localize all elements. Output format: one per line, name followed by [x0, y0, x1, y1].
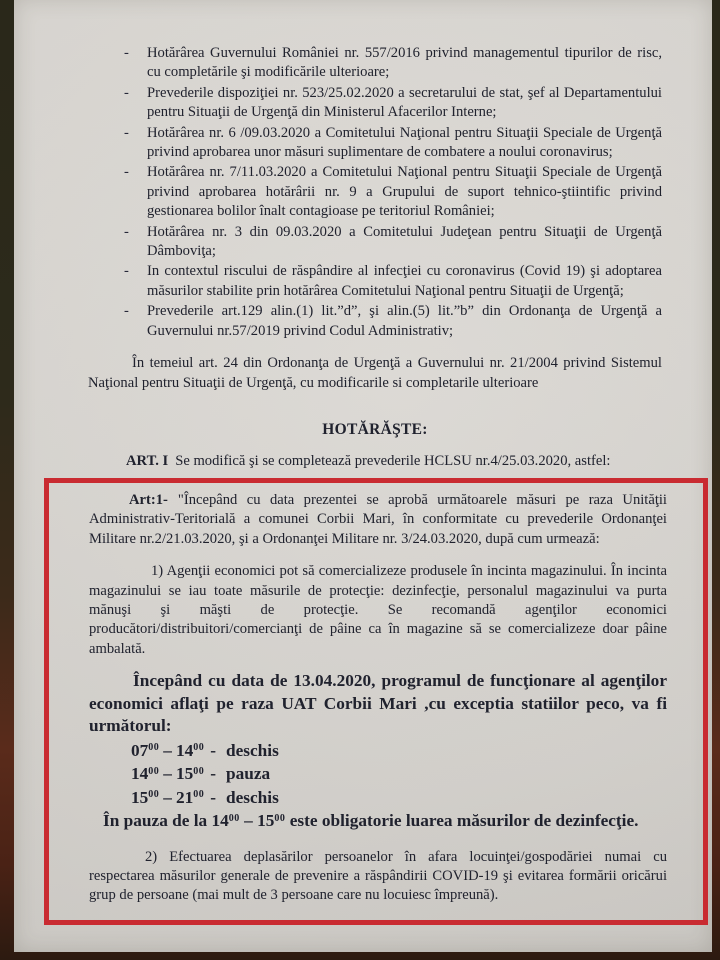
schedule-row [131, 787, 667, 809]
range-separator: – [163, 787, 172, 807]
range-separator: – [163, 740, 172, 760]
art-1-1-paragraph [89, 491, 667, 549]
time-to: 14 [175, 740, 194, 760]
list-item [124, 223, 662, 262]
time-from: 14 [131, 764, 149, 784]
article-1-line [88, 452, 662, 471]
list-item-text: Hotărârea nr. 7/11.03.2020 a Comitetului Naţional pentru Situaţii Speciale de Urgenţă privind aprobarea hotărârii nr. 9 a Grupului de suport tehnico-ştiintific privind gestionarea bolilor înalt contagioase pe teritoriul României; [147, 164, 662, 220]
list-item [124, 44, 662, 83]
dash-bullet: - [124, 45, 129, 61]
dash-bullet: - [124, 223, 129, 240]
time-from-superscript: 00 [148, 789, 160, 801]
measure-1-paragraph: 1) Agenţii economici pot să comercializeze produsele în incinta magazinului. În incinta magazinului se iau toate măsurile de protecţie: dezinfecţie, personalul magazinului va purta mănuşi şi măşti de protecţie. Se recomandă agenţilor economici producători/distribuitori/comercianţi de pâine ca în magazine să se comercializeze doar pâine ambalată. [89, 563, 667, 657]
time-from-superscript: 00 [228, 812, 240, 824]
list-item-text: Prevederile dispoziţiei nr. 523/25.02.2020 a secretarului de stat, şef al Departamentului pentru Situaţii de Urgenţă din Ministerul Afacerilor Interne; [147, 84, 662, 121]
time-to: 21 [175, 787, 194, 807]
art-1-1-label: Art:1- [129, 491, 168, 508]
reference-list [88, 44, 662, 341]
highlighted-region [44, 478, 708, 925]
list-item-text: Prevederile art.129 alin.(1) lit.”d”, şi alin.(5) lit.”b” din Ordonanţa de Urgenţă a Guvernului nr.57/2019 privind Codul Administrativ; [147, 303, 662, 339]
list-item-text: Hotărârea nr. 3 din 09.03.2020 a Comitetului Judeţean pentru Situaţii de Urgenţă Dâmboviţa; [147, 223, 662, 260]
dash-bullet: - [124, 84, 129, 101]
time-from: 14 [211, 811, 229, 831]
decision-heading: HOTĂRĂŞTE: [322, 420, 428, 438]
list-item [124, 124, 662, 163]
list-item-text: In contextul riscului de răspândire al infecţiei cu coronavirus (Covid 19) şi adoptarea măsurilor stabilite prin hotărârea Comitetului Naţional pentru Situaţii de Urgenţă; [147, 263, 662, 299]
schedule-row [131, 763, 667, 785]
schedule-table [131, 740, 667, 809]
schedule-intro-paragraph: Începând cu data de 13.04.2020, programul de funcţionare al agenţilor economici aflaţi pe raza UAT Corbii Mari ,cu exceptia statiilor peco, va fi următorul: [89, 671, 667, 736]
list-item [124, 262, 662, 301]
disinfection-note-suffix: este obligatorie luarea măsurilor de dezinfecţie. [285, 811, 639, 831]
dash-bullet: - [124, 164, 129, 181]
time-to-superscript: 00 [193, 742, 205, 754]
art-1-1-text: "Începând cu data prezentei se aprobă următoarele măsuri pe raza Unităţii Administrativ-Teritorială a comunei Corbii Mari, în conformitate cu prevederile Ordonanţei Militare nr.2/21.03.2020, şi a Ordonanţei Militare nr. 3/24.03.2020, după cum urmează: [89, 491, 667, 547]
time-to: 15 [175, 764, 194, 784]
time-to-superscript: 00 [193, 765, 205, 777]
schedule-status: pauza [226, 764, 271, 784]
time-to: 15 [257, 811, 275, 831]
time-from-superscript: 00 [148, 765, 160, 777]
schedule-row [131, 740, 667, 762]
time-to-superscript: 00 [193, 789, 205, 801]
dash-bullet: - [124, 303, 129, 320]
disinfection-note-prefix: În pauza de la [103, 811, 212, 831]
disinfection-note [103, 810, 667, 832]
time-to-superscript: 00 [274, 812, 286, 824]
list-item-text: Hotărârea nr. 6 /09.03.2020 a Comitetului Naţional pentru Situaţii Speciale de Urgenţă privind aprobarea unor măsuri suplimentare de combatere a noului coronavirus; [147, 124, 662, 161]
list-item [124, 163, 662, 221]
measure-2-paragraph: 2) Efectuarea deplasărilor persoanelor în afara locuinţei/gospodăriei numai cu respectarea măsurilor generale de prevenire a răspândirii COVID-19 şi evitarea formării oricărui grup de persoane (mai mult de 3 persoane care nu locuiesc împreună). [89, 848, 667, 904]
time-from: 15 [131, 787, 149, 807]
schedule-status: deschis [226, 740, 279, 760]
dash-bullet: - [124, 124, 129, 141]
list-item [124, 84, 662, 123]
list-item [124, 302, 662, 341]
time-from: 07 [131, 740, 149, 760]
label-dash: - [210, 764, 216, 784]
dash-bullet: - [124, 263, 129, 280]
legal-basis-paragraph: În temeiul art. 24 din Ordonanţa de Urgenţă a Guvernului nr. 21/2004 privind Sistemul Naţional pentru Situaţii de Urgenţă, cu modificarile si completarile ulterioare [88, 355, 662, 391]
range-separator: – [239, 811, 258, 831]
article-1-text: Se modifică şi se completează prevederile HCLSU nr.4/25.03.2020, astfel: [175, 452, 611, 469]
range-separator: – [163, 764, 172, 784]
time-from-superscript: 00 [148, 742, 160, 754]
label-dash: - [210, 740, 216, 760]
label-dash: - [210, 787, 216, 807]
list-item-text: Hotărârea Guvernului României nr. 557/2016 privind managementul tipurilor de risc, cu completările şi modificările ulterioare; [147, 45, 662, 81]
article-1-label: ART. I [126, 452, 169, 469]
schedule-status: deschis [226, 787, 279, 807]
document-page [14, 0, 712, 952]
